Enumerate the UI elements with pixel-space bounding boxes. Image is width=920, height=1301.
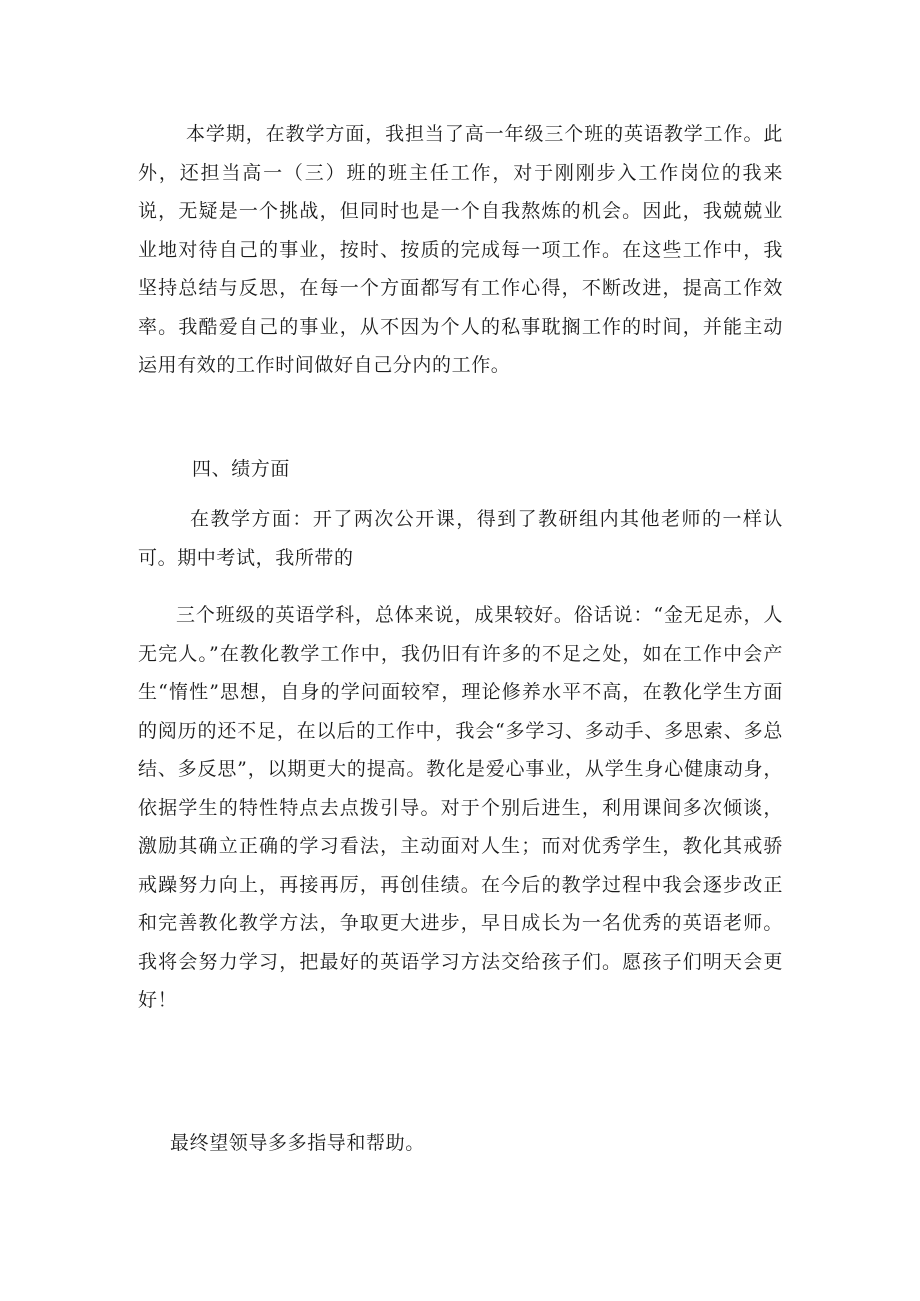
- paragraph-teaching-duties: 本学期，在教学方面，我担当了高一年级三个班的英语教学工作。此外，还担当高一（三）班的班主任工作，对于刚刚步入工作岗位的我来说，无疑是一个挑战，但同时也是一个自我熬炼的机会。因此，我兢兢业业地对待自己的事业，按时、按质的完成每一项工作。在这些工作中，我坚持总结与反思，在每一个方面都写有工作心得，不断改进，提高工作效率。我酷爱自己的事业，从不因为个人的私事耽搁工作的时间，并能主动运用有效的工作时间做好自己分内的工作。: [138, 123, 783, 376]
- paragraph-results-reflection: 三个班级的英语学科，总体来说，成果较好。俗话说：“金无足赤，人无完人。”在教化教学工作中，我仍旧有许多的不足之处，如在工作中会产生“惰性”思想，自身的学问面较窄，理论修养水平不高，在教化学生方面的阅历的还不足，在以后的工作中，我会“多学习、多动手、多思索、多总结、多反思”，以期更大的提高。教化是爱心事业，从学生身心健康动身，依据学生的特性特点去点拨引导。对于个别后进生，利用课间多次倾谈，激励其确立正确的学习看法，主动面对人生；而对优秀学生，教化其戒骄戒躁努力向上，再接再厉，再创佳绩。在今后的教学过程中我会逐步改正和完善教化教学方法，争取更大进步，早日成长为一名优秀的英语老师。我将会努力学习，把最好的英语学习方法交给孩子们。愿孩子们明天会更好！: [138, 604, 783, 1011]
- paragraph-open-classes: 在教学方面：开了两次公开课，得到了教研组内其他老师的一样认可。期中考试，我所带的: [138, 508, 783, 569]
- paragraph-closing: 最终望领导多多指导和帮助。: [170, 1132, 425, 1154]
- section-heading-achievements: 四、绩方面: [192, 458, 291, 480]
